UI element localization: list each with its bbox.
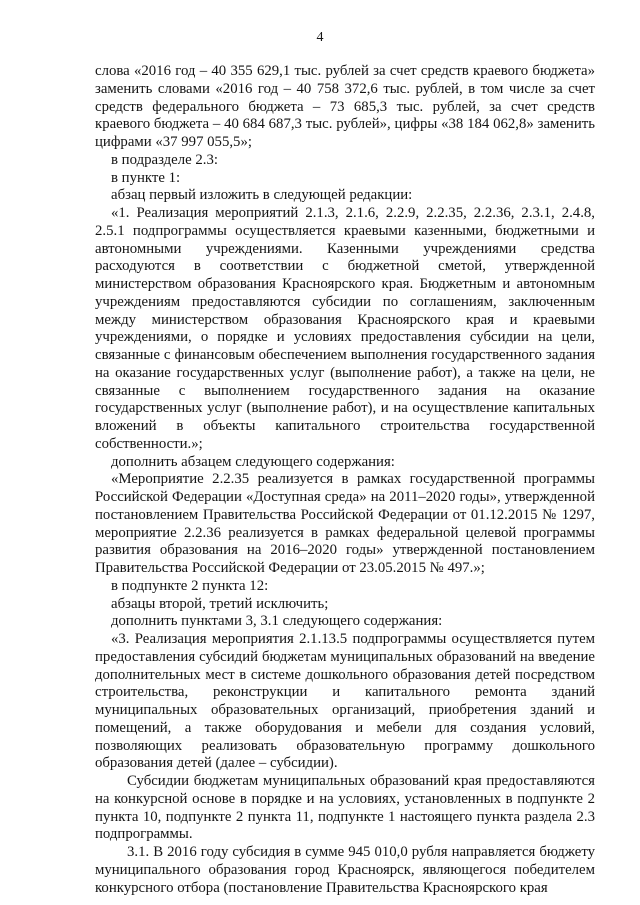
- paragraph: в подпункте 2 пункта 12:: [111, 577, 269, 594]
- paragraph: абзацы второй, третий исключить;: [111, 595, 329, 612]
- paragraph: Субсидии бюджетам муниципальных образований края предоставляются на конкурсной основе в порядке и на условиях, установленных в подпункте 2 пункта 10, подпункте 2 пункта 11, подпункте 1 настоящего пункта раздела 2.3 подпрограммы.: [95, 773, 595, 843]
- paragraph: в подразделе 2.3:: [111, 151, 219, 168]
- paragraph: в пункте 1:: [111, 169, 181, 186]
- page-number: 4: [316, 30, 324, 45]
- paragraph: абзац первый изложить в следующей редакции:: [111, 187, 413, 204]
- document-body: [95, 63, 595, 897]
- paragraph: «1. Реализация мероприятий 2.1.3, 2.1.6, 2.2.9, 2.2.35, 2.2.36, 2.3.1, 2.4.8, 2.5.1 подпрограммы осуществляется краевыми казенными, бюджетными и автономными учреждениями. Казенными учреждениями средства расходуются в соответствии с бюджетной сметой, утвержденной министерством образования Красноярского края. Бюджетным и автономным учреждениям предоставляются субсидии по соглашениям, заключенным между министерством образования Красноярского края и краевыми учреждениями, о порядке и условиях предоставления субсидии на цели, связанные с финансовым обеспечением выполнения государственного задания на оказание государственных услуг (выполнение работ), а также на цели, не связанные с выполнением государственного задания на оказание государственных услуг (выполнение работ), и на осуществление капитальных вложений в объекты капитального строительства государственной собственности.»;: [95, 205, 595, 452]
- paragraph: 3.1. В 2016 году субсидия в сумме 945 010,0 рубля направляется бюджету муниципального образования город Красноярск, являющегося победителем конкурсного отбора (постановление Правительства Красноярского края: [95, 844, 595, 896]
- paragraph: «3. Реализация мероприятия 2.1.13.5 подпрограммы осуществляется путем предоставления субсидий бюджетам муниципальных образований на введение дополнительных мест в системе дошкольного образования детей посредством строительства, реконструкции и капитального ремонта зданий муниципальных образовательных организаций, приобретения зданий и помещений, а также оборудования и мебели для создания условий, позволяющих реализовать образовательную программу дошкольного образования детей (далее – субсидии).: [95, 631, 595, 772]
- paragraph: дополнить абзацем следующего содержания:: [111, 453, 395, 470]
- paragraph: слова «2016 год – 40 355 629,1 тыс. рублей за счет средств краевого бюджета» заменить словами «2016 год – 40 758 372,6 тыс. рублей, в том числе за счет средств федерального бюджета – 73 685,3 тыс. рублей, за счет средств краевого бюджета – 40 684 687,3 тыс. рублей», цифры «38 184 062,8» заменить цифрами «37 997 055,5»;: [95, 63, 595, 150]
- paragraph: «Мероприятие 2.2.35 реализуется в рамках государственной программы Российской Федерации «Доступная среда» на 2011–2020 годы», утвержденной постановлением Правительства Российской Федерации от 01.12.2015 № 1297, мероприятие 2.2.36 реализуется в рамках федеральной целевой программы развития образования на 2016–2020 годы» утвержденной постановлением Правительства Российской Федерации от 23.05.2015 № 497.»;: [95, 471, 595, 576]
- paragraph: дополнить пунктами 3, 3.1 следующего содержания:: [111, 613, 443, 630]
